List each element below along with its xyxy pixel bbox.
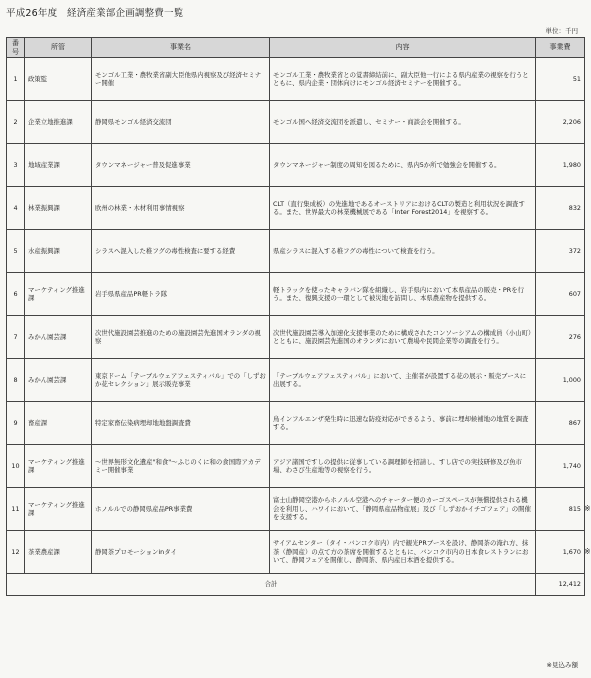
total-row	[7, 574, 585, 596]
row-project-name: タウンマネージャー普及促進事業	[92, 144, 270, 187]
row-project-name: モンゴル工業・農牧業省副大臣他県内視察及び経済セミナー開催	[92, 58, 270, 101]
total-label: 合計	[7, 574, 536, 596]
row-number: 11	[7, 488, 25, 531]
row-dept: 畜産課	[25, 402, 92, 445]
row-dept: 地域産業課	[25, 144, 92, 187]
row-amount: 1,980	[536, 144, 585, 187]
row-amount: 832	[536, 187, 585, 230]
row-amount: 2,206	[536, 101, 585, 144]
row-project-name: シラスへ混入した稚フグの毒性検査に要する経費	[92, 230, 270, 273]
table-row	[7, 316, 585, 359]
row-content: 富士山静岡空港からホノルル空港へのチャーター便のカーゴスペースが無償提供される機会を利用し、ハワイにおいて、「静岡県産品物産展」及び「しずおかイチゴフェア」の開催を支援する。	[270, 488, 536, 531]
row-dept: 林業振興課	[25, 187, 92, 230]
row-dept: マーケティング推進課	[25, 273, 92, 316]
header-name: 事業名	[92, 38, 270, 58]
row-content: アジア諸国ですしの提供に従事している調理師を招請し、すし店での実技研修及び魚市場、わさび生産地等の視察を行う。	[270, 445, 536, 488]
row-amount: 867	[536, 402, 585, 445]
row-amount: 51	[536, 58, 585, 101]
row-content: 軽トラックを使ったキャラバン隊を組織し、岩手県内において本県産品の販売・PRを行う。また、復興支援の一環として被災地を訪問し、本県農産物を提供する。	[270, 273, 536, 316]
table-row	[7, 531, 585, 574]
row-content: モンゴル工業・農牧業省との覚書締結前に、副大臣他一行による県内産業の視察を行うとともに、県内企業・団体向けにモンゴル経済セミナーを開催する。	[270, 58, 536, 101]
table-body	[7, 58, 585, 596]
table-row	[7, 402, 585, 445]
row-number: 7	[7, 316, 25, 359]
estimate-mark: ※	[584, 547, 591, 557]
table-row	[7, 144, 585, 187]
row-content: モンゴル国へ経済交流団を派遣し、セミナー・商談会を開催する。	[270, 101, 536, 144]
row-project-name: 欧州の林業・木材利用事情視察	[92, 187, 270, 230]
row-number: 2	[7, 101, 25, 144]
row-content: CLT（直行集成板）の先進地であるオーストリアにおけるCLTの製造と利用状況を調査する。また、世界最大の林業機械展である「Inter Forest2014」を視察する。	[270, 187, 536, 230]
estimate-mark: ※	[584, 504, 591, 514]
row-content: 次世代施設園芸導入加速化支援事業のために構成されたコンソーシアムの構成員（小山町）とともに、施設園芸先進国のオランダにおいて農場や民間企業等の調査を行う。	[270, 316, 536, 359]
row-project-name: 静岡県モンゴル経済交流団	[92, 101, 270, 144]
row-dept: 企業立地推進課	[25, 101, 92, 144]
row-number: 4	[7, 187, 25, 230]
row-dept: 水産振興課	[25, 230, 92, 273]
budget-table	[6, 37, 585, 596]
row-dept: 政策監	[25, 58, 92, 101]
table-header-row	[7, 38, 585, 58]
header-content: 内容	[270, 38, 536, 58]
row-project-name: ～世界無形文化遺産"和食"～ふじのくに和の食国際アカデミー開催事業	[92, 445, 270, 488]
row-number: 1	[7, 58, 25, 101]
row-amount: 1,000	[536, 359, 585, 402]
row-project-name: 岩手県県産品PR軽トラ隊	[92, 273, 270, 316]
row-amount: 815	[536, 488, 585, 531]
header-dept: 所管	[25, 38, 92, 58]
row-project-name: 次世代施設園芸推進のための施設園芸先進国オランダの視察	[92, 316, 270, 359]
row-project-name: ホノルルでの静岡県産品PR事業費	[92, 488, 270, 531]
row-number: 3	[7, 144, 25, 187]
row-dept: マーケティング推進課	[25, 445, 92, 488]
table-row	[7, 58, 585, 101]
row-number: 8	[7, 359, 25, 402]
header-amount: 事業費	[536, 38, 585, 58]
row-project-name: 東京ドーム「テーブルウェアフェスティバル」での「しずおか花セレクション」展示販売事業	[92, 359, 270, 402]
table-row	[7, 359, 585, 402]
row-number: 6	[7, 273, 25, 316]
row-number: 9	[7, 402, 25, 445]
row-project-name: 静岡茶プロモーションinタイ	[92, 531, 270, 574]
row-number: 10	[7, 445, 25, 488]
row-dept: みかん園芸課	[25, 316, 92, 359]
row-number: 5	[7, 230, 25, 273]
header-no: 番号	[7, 38, 25, 58]
row-content: タウンマネージャー制度の周知を図るために、県内5か所で勉強会を開催する。	[270, 144, 536, 187]
row-amount: 372	[536, 230, 585, 273]
row-content: 県産シラスに混入する稚フグの毒性について検査を行う。	[270, 230, 536, 273]
row-content: サイアムセンター（タイ・バンコク市内）内で観光PRブースを設け、静岡茶の淹れ方、抹茶（静岡産）の点て方の茶席を開催するとともに、バンコク市内の日本食レストランにおいて、静岡フェアを開催し、静岡茶、県内産日本酒を提供する。	[270, 531, 536, 574]
row-amount: 276	[536, 316, 585, 359]
table-row	[7, 187, 585, 230]
row-amount: 1,740	[536, 445, 585, 488]
unit-label: 単位：千円	[545, 27, 578, 35]
row-content: 「テーブルウェアフェスティバル」において、主催者が設置する花の展示・販売ブースに出展する。	[270, 359, 536, 402]
row-dept: みかん園芸課	[25, 359, 92, 402]
table-row	[7, 101, 585, 144]
table-row	[7, 445, 585, 488]
total-amount: 12,412	[536, 574, 585, 596]
row-number: 12	[7, 531, 25, 574]
row-amount: 1,670	[536, 531, 585, 574]
table-row	[7, 230, 585, 273]
table-row	[7, 273, 585, 316]
footnote: ※見込み額	[546, 661, 578, 669]
row-dept: 茶業農産課	[25, 531, 92, 574]
row-dept: マーケティング推進課	[25, 488, 92, 531]
row-content: 鳥インフルエンザ発生時に迅速な防疫対応ができるよう、事前に埋却候補地の地質を調査する。	[270, 402, 536, 445]
page-title: 平成26年度 経済産業部企画調整費一覧	[6, 8, 184, 19]
row-project-name: 特定家畜伝染病埋却地地盤調査費	[92, 402, 270, 445]
table-row	[7, 488, 585, 531]
row-amount: 607	[536, 273, 585, 316]
